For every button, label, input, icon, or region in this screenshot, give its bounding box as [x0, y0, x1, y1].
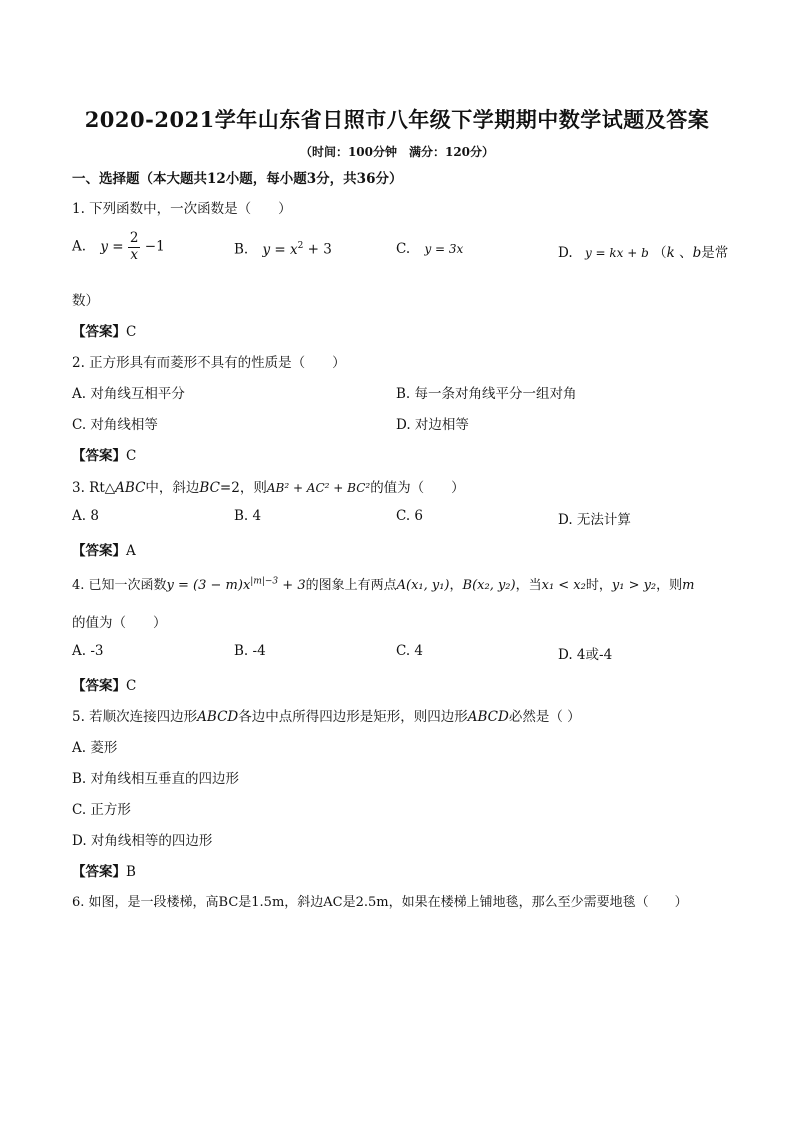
question-5-stem: 5. 若顺次连接四边形ABCD各边中点所得四边形是矩形，则四边形ABCD必然是（ ） — [72, 709, 581, 725]
question-1-option-a: A. y = $\frac{2}{x}$ −1 — [72, 230, 165, 263]
question-3-option-b: B. 4 — [234, 508, 262, 524]
question-6-stem: 6. 如图，是一段楼梯，高BC是1.5m，斜边AC是2.5m，如果在楼梯上铺地毯，那么至少需要地毯（ ） — [72, 895, 688, 910]
question-3-option-c: C. 6 — [396, 508, 424, 524]
question-1-answer: 【答案】C — [72, 324, 137, 340]
question-2-answer: 【答案】C — [72, 448, 137, 464]
question-3-option-d: D. 无法计算 — [558, 512, 631, 528]
question-4-option-d: D. 4或-4 — [558, 647, 613, 663]
question-4-answer: 【答案】C — [72, 678, 137, 694]
question-5-option-a: A. 菱形 — [72, 740, 118, 756]
question-5-answer: 【答案】B — [72, 864, 136, 880]
question-5-option-d: D. 对角线相等的四边形 — [72, 833, 213, 849]
question-2-option-a: A. 对角线互相平分 — [72, 386, 185, 402]
question-1-stem: 1. 下列函数中，一次函数是（ ） — [72, 201, 292, 217]
question-1-continuation: 数） — [72, 293, 99, 309]
question-5-option-b: B. 对角线相互垂直的四边形 — [72, 771, 240, 787]
question-2-stem: 2. 正方形具有而菱形不具有的性质是（ ） — [72, 355, 346, 371]
question-2-option-d: D. 对边相等 — [396, 417, 469, 433]
question-4-stem: 4. 已知一次函数$y = (3 - m)x^{|m|-3} + 3$的图象上有两点A(x₁, y₁)，B(x₂, y₂)，当x₁ < x₂时，y₁ > y₂，则m — [72, 576, 695, 593]
document-subtitle: （时间：100分钟 满分：120分） — [299, 145, 495, 159]
question-1-option-d: D. y = kx + b （k 、b是常 — [558, 245, 729, 261]
question-1-option-b: B. $y = x^2 + 3$ — [234, 241, 332, 258]
question-4-continuation: 的值为（ ） — [72, 615, 167, 631]
fraction: $\frac{2}{x}$ — [129, 230, 139, 263]
question-2-option-b: B. 每一条对角线平分一组对角 — [396, 386, 577, 402]
question-4-option-c: C. 4 — [396, 643, 424, 659]
section-heading: 一、选择题（本大题共12小题，每小题3分，共36分） — [72, 171, 403, 187]
question-4-option-b: B. -4 — [234, 643, 266, 659]
question-1-option-c: C. y = 3x — [396, 241, 464, 257]
question-5-option-c: C. 正方形 — [72, 802, 131, 818]
question-4-option-a: A. -3 — [72, 643, 104, 659]
document-title: 2020-2021学年山东省日照市八年级下学期期中数学试题及答案 — [84, 107, 710, 132]
question-3-answer: 【答案】A — [72, 543, 136, 559]
question-2-option-c: C. 对角线相等 — [72, 417, 158, 433]
question-3-stem: 3. Rt△ABC中，斜边BC=2，则AB² + AC² + BC²的值为（ ） — [72, 480, 465, 496]
question-3-option-a: A. 8 — [72, 508, 99, 524]
